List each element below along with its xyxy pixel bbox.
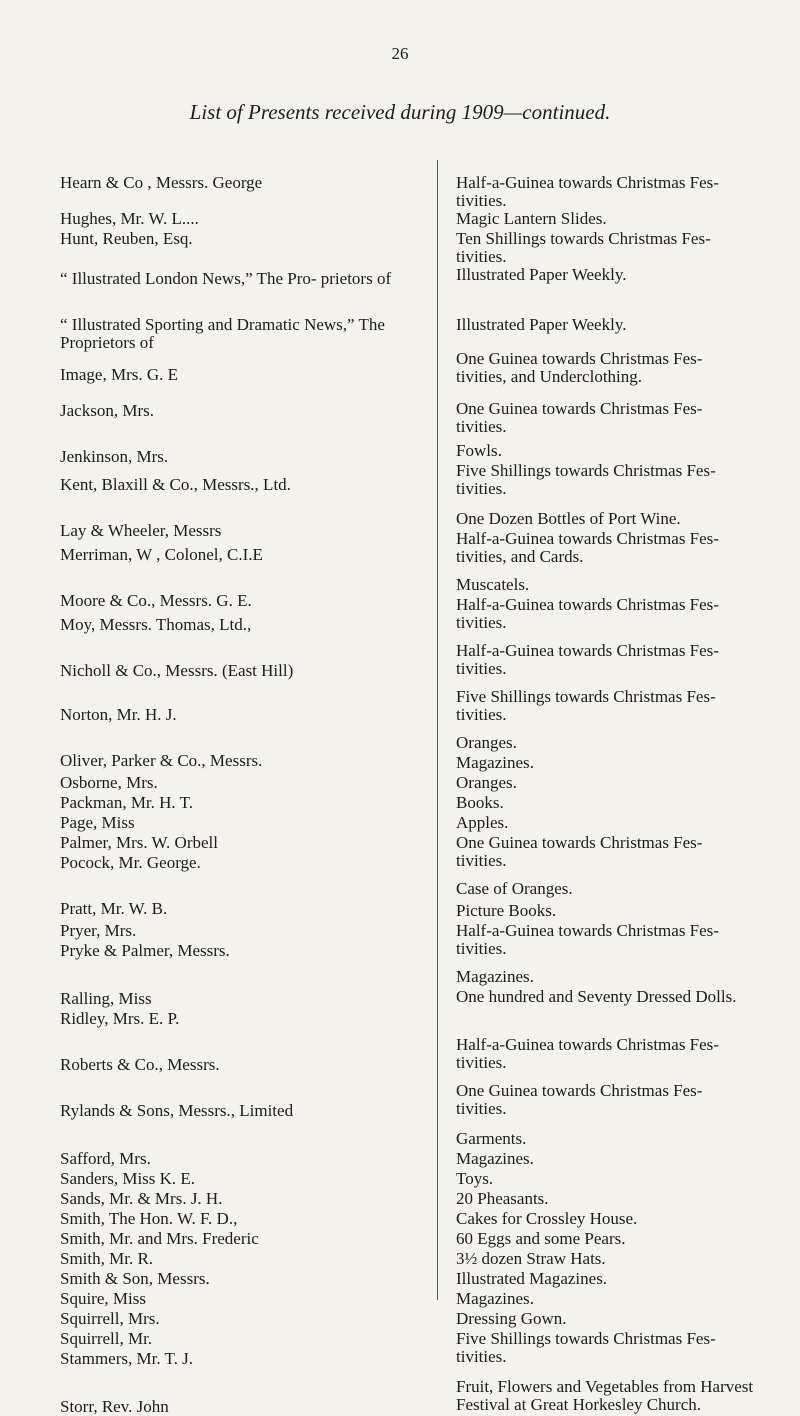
donor-name: Smith, Mr. R.	[60, 1249, 154, 1268]
donor-name: Pocock, Mr. George.	[60, 853, 201, 872]
page-number: 26	[391, 44, 409, 63]
gift-description: Magazines.	[456, 967, 534, 986]
donor-name: Ralling, Miss	[60, 989, 152, 1008]
donor-name: Roberts & Co., Messrs.	[60, 1055, 220, 1074]
gift-description: Muscatels.	[456, 575, 530, 594]
gift-description: Five Shillings towards Christmas Fes- tivities.	[456, 687, 716, 724]
donor-name: Smith, The Hon. W. F. D.,	[60, 1209, 238, 1228]
donor-name: Squire, Miss	[60, 1289, 146, 1308]
gift-description: Half-a-Guinea towards Christmas Fes- tivities.	[456, 921, 719, 958]
gift-description: Garments.	[456, 1129, 527, 1148]
donor-name: Jackson, Mrs.	[60, 401, 154, 420]
gift-description: Illustrated Paper Weekly.	[456, 315, 627, 334]
gift-description: Cakes for Crossley House.	[456, 1209, 638, 1228]
donor-name: Kent, Blaxill & Co., Messrs., Ltd.	[60, 475, 291, 494]
donor-name: Squirrell, Mrs.	[60, 1309, 160, 1328]
gift-description: Case of Oranges.	[456, 879, 573, 898]
donor-name: Jenkinson, Mrs.	[60, 447, 169, 466]
gift-description: Magazines.	[456, 1149, 534, 1168]
donor-name: Smith, Mr. and Mrs. Frederic	[60, 1229, 259, 1248]
gift-description: 60 Eggs and some Pears.	[456, 1229, 626, 1248]
donor-name: Nicholl & Co., Messrs. (East Hill)	[60, 661, 294, 680]
gift-description: Half-a-Guinea towards Christmas Fes- tivities.	[456, 1035, 719, 1072]
gift-description: Oranges.	[456, 733, 517, 752]
gift-description: One Guinea towards Christmas Fes- tivities, and Underclothing.	[456, 349, 703, 386]
gift-description: Half-a-Guinea towards Christmas Fes- tivities.	[456, 595, 719, 632]
donor-name: Smith & Son, Messrs.	[60, 1269, 210, 1288]
gift-description: Ten Shillings towards Christmas Fes- tivities.	[456, 229, 711, 266]
gift-description: Fruit, Flowers and Vegetables from Harvest Festival at Great Horkesley Church.	[456, 1377, 754, 1414]
donor-name: Lay & Wheeler, Messrs	[60, 521, 222, 540]
donor-name: Hunt, Reuben, Esq.	[60, 229, 193, 248]
gift-description: Half-a-Guinea towards Christmas Fes- tivities, and Cards.	[456, 529, 719, 566]
donor-name: Squirrell, Mr.	[60, 1329, 153, 1348]
gift-description: Half-a-Guinea towards Christmas Fes- tivities.	[456, 173, 719, 210]
donor-name: Pryke & Palmer, Messrs.	[60, 941, 230, 960]
page-heading: List of Presents received during 1909—continued.	[189, 100, 611, 124]
donor-name: Rylands & Sons, Messrs., Limited	[60, 1101, 294, 1120]
donor-name: Hughes, Mr. W. L....	[60, 209, 199, 228]
donor-name: Moore & Co., Messrs. G. E.	[60, 591, 252, 610]
donor-name: Safford, Mrs.	[60, 1149, 151, 1168]
donor-name: Stammers, Mr. T. J.	[60, 1349, 194, 1368]
gift-description: One hundred and Seventy Dressed Dolls.	[456, 987, 737, 1006]
donor-name: Page, Miss	[60, 813, 135, 832]
gift-description: Picture Books.	[456, 901, 557, 920]
donor-name: Ridley, Mrs. E. P.	[60, 1009, 180, 1028]
donor-name: “ Illustrated London News,” The Pro- prietors of	[60, 269, 392, 288]
donor-name: Moy, Messrs. Thomas, Ltd.,	[60, 615, 252, 634]
gift-description: 20 Pheasants.	[456, 1189, 549, 1208]
gift-description: Magazines.	[456, 753, 534, 772]
gift-description: Magazines.	[456, 1289, 534, 1308]
donor-name: Storr, Rev. John	[60, 1397, 169, 1416]
donor-name: Sands, Mr. & Mrs. J. H.	[60, 1189, 223, 1208]
donor-name: Palmer, Mrs. W. Orbell	[60, 833, 218, 852]
gift-description: Magic Lantern Slides.	[456, 209, 607, 228]
donor-name: Sanders, Miss K. E.	[60, 1169, 196, 1188]
gift-description: One Guinea towards Christmas Fes- tivities.	[456, 399, 703, 436]
donor-name: Oliver, Parker & Co., Messrs.	[60, 751, 263, 770]
gift-description: Fowls.	[456, 441, 502, 460]
donor-name: “ Illustrated Sporting and Dramatic News,” The Proprietors of	[60, 315, 385, 352]
donor-name: Hearn & Co , Messrs. George	[60, 173, 263, 192]
gift-description: Five Shillings towards Christmas Fes- tivities.	[456, 1329, 716, 1366]
gift-description: Apples.	[456, 813, 509, 832]
gift-description: Books.	[456, 793, 504, 812]
gift-description: Five Shillings towards Christmas Fes- tivities.	[456, 461, 716, 498]
gift-description: One Guinea towards Christmas Fes- tivities.	[456, 1081, 703, 1118]
gift-description: Dressing Gown.	[456, 1309, 567, 1328]
gift-description: Toys.	[456, 1169, 494, 1188]
gift-description: Oranges.	[456, 773, 517, 792]
gift-description: Illustrated Magazines.	[456, 1269, 608, 1288]
donor-name: Merriman, W , Colonel, C.I.E	[60, 545, 263, 564]
donor-name: Osborne, Mrs.	[60, 773, 158, 792]
donor-name: Packman, Mr. H. T.	[60, 793, 193, 812]
column-divider	[437, 160, 438, 1300]
gift-description: One Guinea towards Christmas Fes- tivities.	[456, 833, 703, 870]
donor-name: Image, Mrs. G. E	[60, 365, 179, 384]
donor-name: Norton, Mr. H. J.	[60, 705, 177, 724]
gift-description: Illustrated Paper Weekly.	[456, 265, 627, 284]
donor-name: Pryer, Mrs.	[60, 921, 137, 940]
donor-name: Pratt, Mr. W. B.	[60, 899, 168, 918]
gift-description: 3½ dozen Straw Hats.	[456, 1249, 606, 1268]
gift-description: One Dozen Bottles of Port Wine.	[456, 509, 681, 528]
gift-description: Half-a-Guinea towards Christmas Fes- tivities.	[456, 641, 719, 678]
